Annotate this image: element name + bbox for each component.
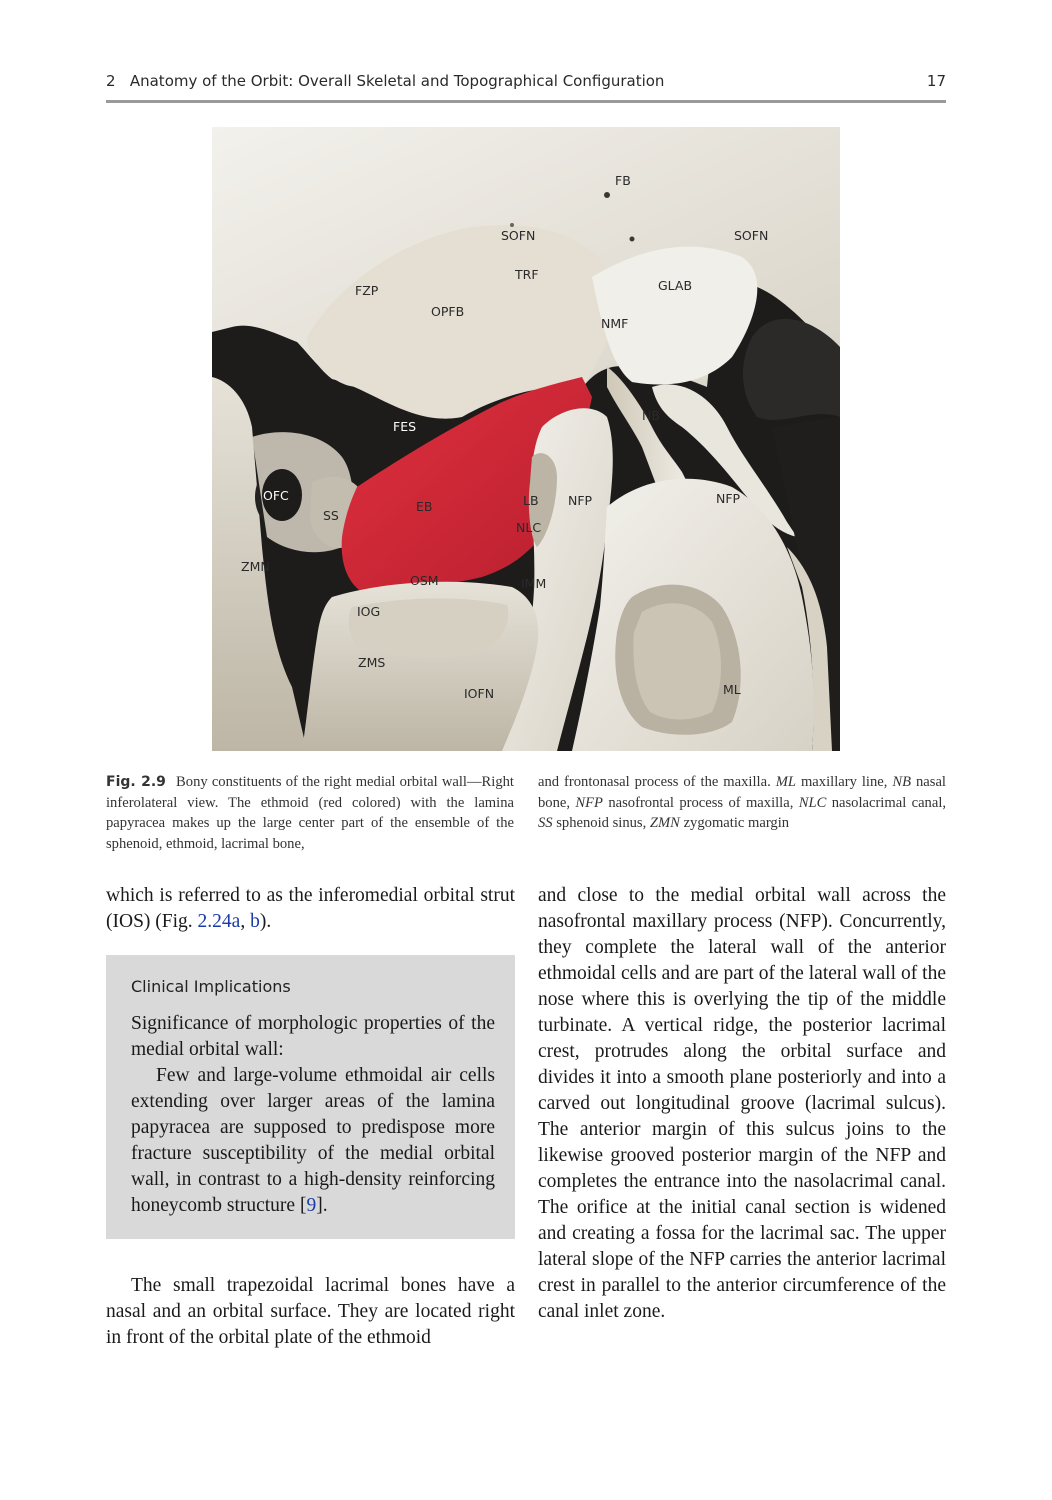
abbr-def: sphenoid sinus, xyxy=(556,815,647,832)
para-text: The small trapezoidal lacrimal bones have a nasal and an orbital surface. They are located right in front of the orbital plate of the ethmoid xyxy=(106,1275,515,1348)
caption-intro: and frontonasal process of the maxilla. xyxy=(538,774,771,790)
label-NLC: NLC xyxy=(516,520,542,535)
label-FES: FES xyxy=(393,419,417,434)
box-paragraph xyxy=(131,1063,495,1219)
figure-orbit-medial-wall xyxy=(212,127,840,751)
abbr-def: nasofrontal process of maxilla, xyxy=(608,794,794,811)
label-OSM: OSM xyxy=(410,573,439,588)
para-text: and close to the medial orbital wall across the nasofrontal maxillary process (NFP). Concurrently, they complete the lateral wall of the anterior ethmoidal cells and are part of the lateral wall of the nose where this is overlying the tip of the middle turbinate. A vertical ridge, the posterior lacrimal crest, protrudes along the orbital surface and divides it into a smooth plane posteriorly and into a carved out longitudinal groove (lacrimal sulcus). The anterior margin of this sulcus joins to the likewise grooved posterior margin of the NFP and completes the entrance into the nasolacrimal canal. The orifice at the initial canal section is widened and creating a fossa for the lacrimal sac. The upper lateral slope of the NFP carries the anterior lacrimal crest in parallel to the anterior circumference of the canal inlet zone. xyxy=(538,885,946,1322)
label-FZP: FZP xyxy=(355,283,379,298)
abbr-term: NLC xyxy=(798,794,827,811)
figure-caption-left xyxy=(106,772,514,854)
page-number: 17 xyxy=(926,72,946,90)
label-OFC: OFC xyxy=(263,488,289,503)
label-FB: FB xyxy=(615,173,631,188)
abbr-def: zygomatic margin xyxy=(683,815,790,832)
figure-reference-link[interactable]: 2.24a xyxy=(197,911,241,932)
abbr-def: nasolacrimal canal, xyxy=(831,794,947,811)
citation-link[interactable]: 9 xyxy=(306,1195,317,1216)
label-ML: ML xyxy=(723,682,741,697)
abbr-term: ML xyxy=(775,774,796,790)
skull-illustration xyxy=(212,127,840,751)
figure-number: Fig. 2.9 xyxy=(106,774,166,790)
box-lead: Significance of morphologic properties of the medial orbital wall: xyxy=(131,1013,495,1060)
para-text: which is referred to as the inferomedial orbital strut (IOS) (Fig. xyxy=(106,885,515,932)
caption-text: Bony constituents of the right medial orbital wall—Right inferolateral view. The ethmoid (red colored) with the lamina papyracea makes up the large center part of the ensemble of the sphenoid, ethmoid, lacrimal bone, xyxy=(106,774,514,852)
box-text: ]. xyxy=(316,1195,328,1216)
label-GLAB: GLAB xyxy=(658,278,693,293)
right-column-text xyxy=(538,883,946,1325)
abbr-term: NB xyxy=(892,774,912,790)
header-rule xyxy=(106,100,946,103)
running-header xyxy=(106,72,946,96)
label-OPFB: OPFB xyxy=(431,304,465,319)
figure-caption-right xyxy=(538,772,946,834)
box-title: Clinical Implications xyxy=(131,977,291,996)
label-IOFN: IOFN xyxy=(464,686,495,701)
label-TRF: TRF xyxy=(515,267,539,282)
label-SOFN-left: SOFN xyxy=(501,228,536,243)
box-text: Few and large-volume ethmoidal air cells extending over larger areas of the lamina papyracea are supposed to predispose more fracture susceptibility of the medial orbital wall, in contrast to a high-density reinforcing honeycomb structure [ xyxy=(131,1065,495,1216)
abbr-term: SS xyxy=(538,815,553,832)
label-SS: SS xyxy=(323,508,339,523)
label-NFP-right: NFP xyxy=(716,491,741,506)
abbr-def: maxillary line, xyxy=(800,774,888,790)
label-NFP-left: NFP xyxy=(568,493,593,508)
box-body xyxy=(131,1011,495,1219)
abbr-term: NFP xyxy=(575,794,603,811)
label-IMM: IMM xyxy=(521,576,547,591)
label-NB: NB xyxy=(642,408,660,423)
label-IOG: IOG xyxy=(357,604,381,619)
label-LB: LB xyxy=(523,493,539,508)
clinical-implications-box xyxy=(106,955,515,1239)
chapter-title: 2 Anatomy of the Orbit: Overall Skeletal and Topographical Configuration xyxy=(106,72,665,90)
figure-reference-link[interactable]: b xyxy=(250,911,260,932)
para-text: ). xyxy=(259,911,272,932)
left-paragraph-2 xyxy=(106,1273,515,1351)
label-ZMN: ZMN xyxy=(241,559,270,574)
abbr-def: nasal bone, xyxy=(538,774,946,811)
label-ZMS: ZMS xyxy=(358,655,386,670)
label-EB: EB xyxy=(416,499,433,514)
label-SOFN-right: SOFN xyxy=(734,228,769,243)
para-text: , xyxy=(240,911,251,932)
abbr-term: ZMN xyxy=(649,815,680,832)
label-NMF: NMF xyxy=(601,316,629,331)
left-paragraph-1 xyxy=(106,883,515,935)
